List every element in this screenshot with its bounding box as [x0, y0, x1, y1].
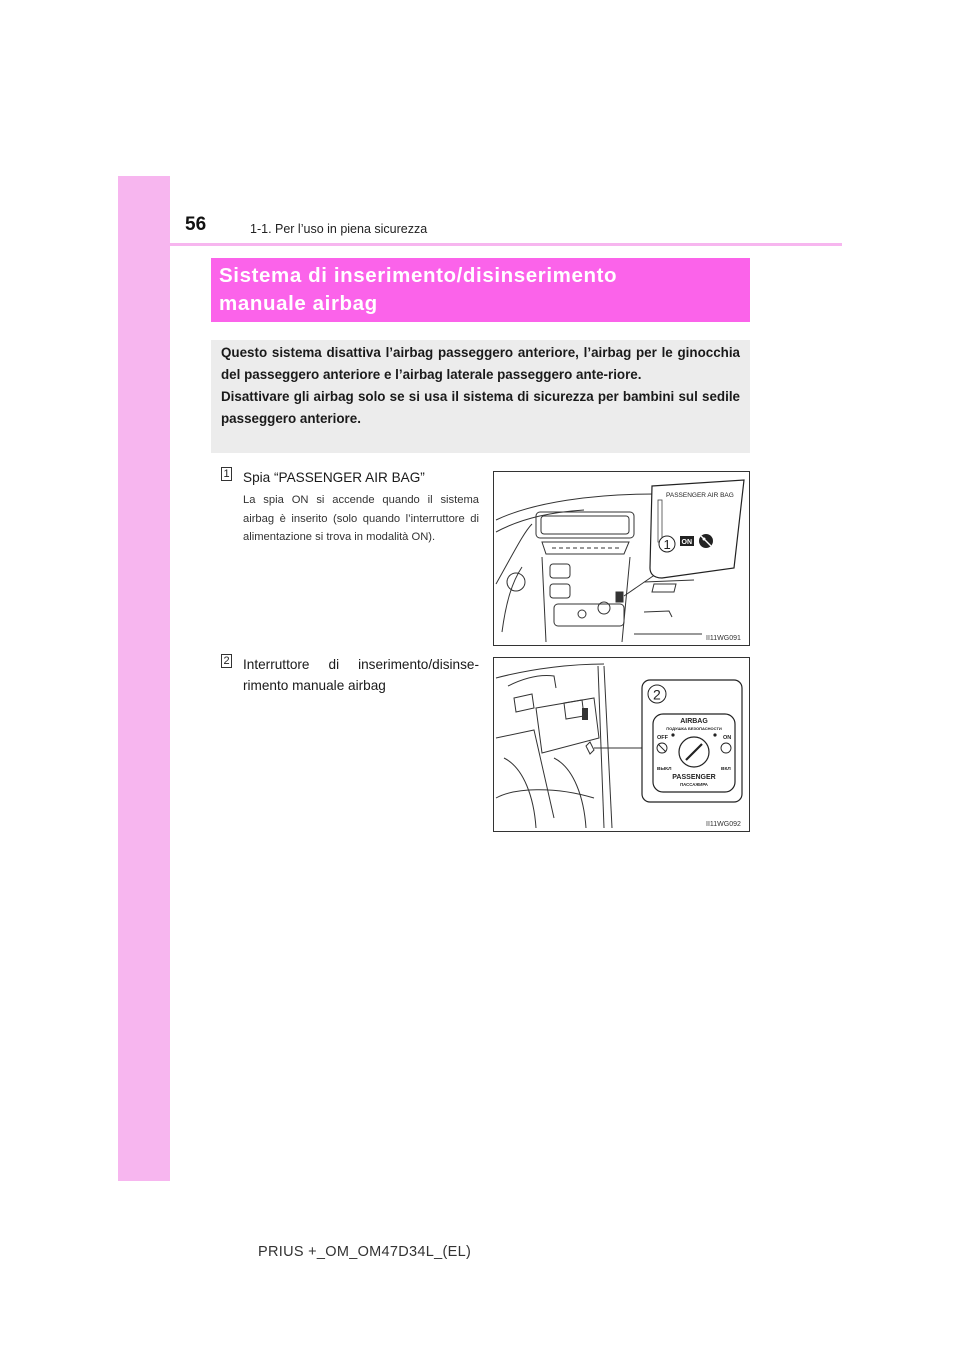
header-rule — [118, 243, 842, 246]
indicator-label: PASSENGER AIR BAG — [666, 492, 734, 499]
section-title-line-2: manuale airbag — [219, 292, 378, 315]
callout-number-1: 1 — [663, 537, 671, 552]
item-2-number: 2 — [221, 654, 232, 668]
intro-paragraph-2: Disattivare gli airbag solo se si usa il sistema di sicurezza per bambini sul sedile passeggero anteriore. — [221, 389, 740, 426]
glovebox-illustration — [494, 658, 749, 831]
callout-number-2: 2 — [653, 686, 661, 703]
switch-on-ru-label: ВКЛ — [721, 767, 731, 772]
figure-indicator — [493, 471, 750, 646]
intro-text — [221, 342, 740, 430]
page-number: 56 — [185, 214, 207, 235]
item-1-number: 1 — [221, 467, 232, 481]
switch-bottom-sublabel: ПАССАЖИРА — [680, 782, 708, 787]
dashboard-illustration — [494, 472, 749, 645]
intro-box — [211, 340, 750, 453]
figure-code-1: II11WG091 — [706, 635, 741, 642]
item-1-title: Spia “PASSENGER AIR BAG” — [243, 470, 425, 485]
switch-off-ru-label: ВЫКЛ — [657, 767, 672, 772]
switch-top-sublabel: ПОДУШКА БЕЗОПАСНОСТИ — [666, 726, 722, 731]
document-code: PRIUS +_OM_OM47D34L_(EL) — [258, 1244, 472, 1260]
switch-bottom-label: PASSENGER — [672, 774, 716, 781]
switch-on-label: ON — [723, 735, 732, 741]
item-1-description: La spia ON si accende quando il sistema airbag è inserito (solo quando l’interruttore di alimentazione si trova in modalità ON). — [243, 494, 479, 544]
switch-off-label: OFF — [657, 735, 668, 741]
section-title-line-1: Sistema di inserimento/disinserimento — [219, 264, 618, 287]
on-indicator-label: ON — [681, 539, 692, 546]
section-title-box — [211, 258, 750, 322]
side-color-band — [118, 176, 170, 1181]
chapter-label: 1-1. Per l’uso in piena sicurezza — [250, 222, 428, 236]
intro-paragraph-1: Questo sistema disattiva l’airbag passeggero anteriore, l’airbag per le ginocchia del passeggero anteriore e l’airbag laterale passeggero ante-riore. — [221, 345, 740, 382]
item-2-title: Interruttore di inserimento/disinse-rimento manuale airbag — [243, 657, 479, 693]
figure-code-2: II11WG092 — [706, 821, 741, 828]
figure-switch — [493, 657, 750, 832]
switch-top-label: AIRBAG — [680, 718, 708, 725]
